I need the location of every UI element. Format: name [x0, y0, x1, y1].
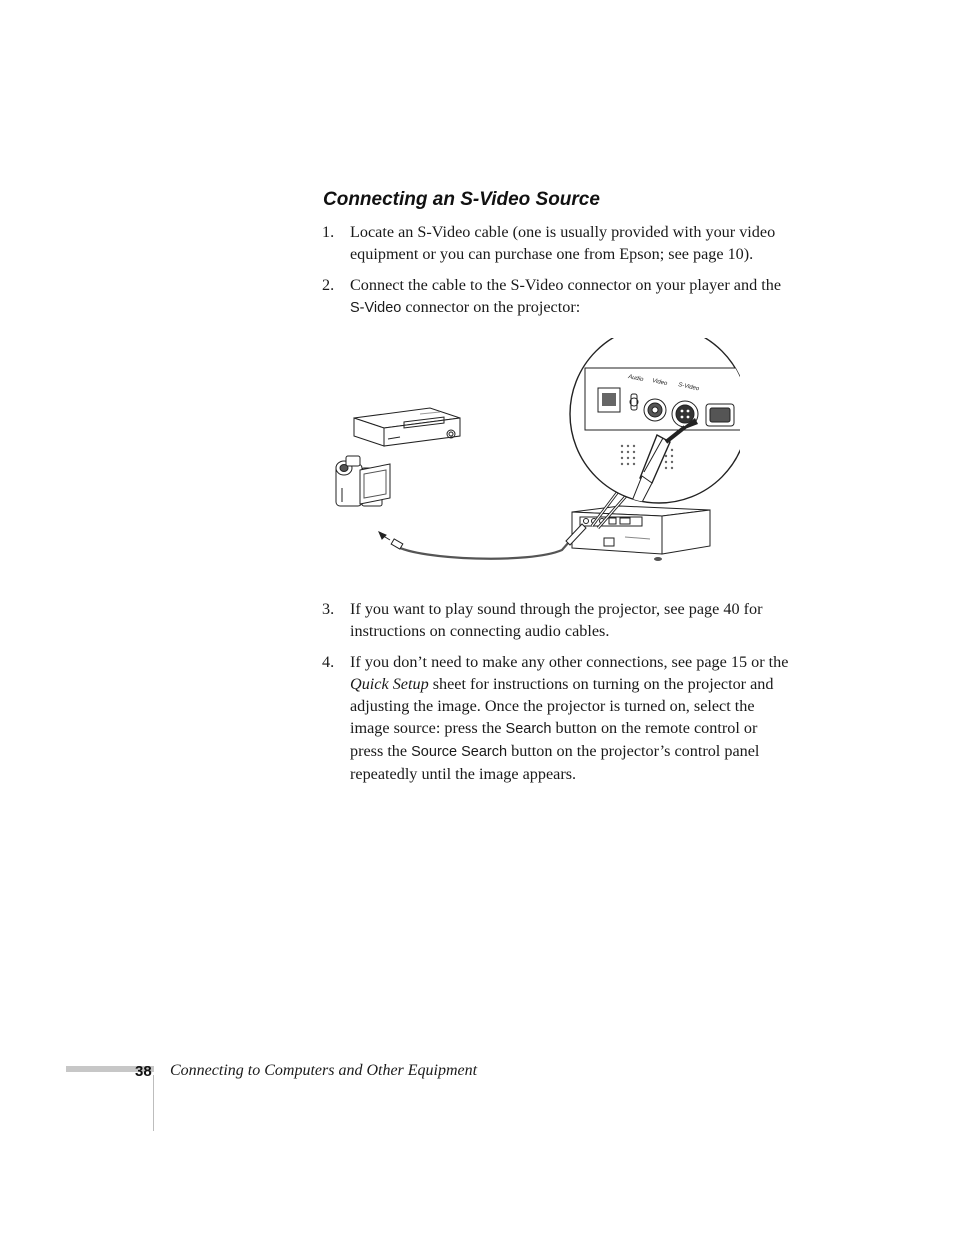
step-text: Locate an S-Video cable (one is usually provided with your video equipment or you can purchase one from Epson; see page 10).	[350, 223, 776, 263]
step-text-part: connector on the projector:	[401, 298, 581, 316]
step-text-part: button on the projector’s control panel repeatedly until the image appears.	[350, 742, 760, 783]
projector-icon	[572, 506, 710, 561]
step-text: If you want to play sound through the projector, see page 40 for instructions on connecting audio cables.	[350, 600, 763, 640]
step-4	[322, 651, 792, 785]
step-1	[322, 221, 792, 265]
step-number: 4.	[322, 653, 335, 671]
step-3	[322, 598, 792, 642]
connection-illustration	[330, 338, 740, 570]
port-label: Video	[651, 378, 668, 388]
page-number: 38	[135, 1063, 152, 1080]
step-2	[322, 274, 792, 319]
camcorder-icon	[336, 456, 390, 506]
search-button-label: Search	[505, 721, 552, 737]
svideo-cable	[396, 534, 576, 559]
step-text-part: Connect the cable to the S-Video connector on your player and the	[350, 276, 781, 294]
vcr-icon	[354, 408, 460, 446]
step-text-part: If you don’t need to make any other connections, see page 15 or the	[350, 653, 789, 671]
quick-setup-title: Quick Setup	[350, 675, 429, 693]
step-number: 1.	[322, 223, 335, 241]
port-label: Audio	[627, 374, 644, 384]
step-text	[350, 651, 792, 785]
step-number: 3.	[322, 600, 335, 618]
step-text-part: button on the remote control or press the	[350, 719, 758, 760]
step-number: 2.	[322, 276, 335, 294]
source-search-button-label: Source Search	[411, 744, 508, 760]
step-text-part: sheet for instructions on turning on the projector and adjusting the image. Once the projector is turned on, select the image source: press the	[350, 675, 774, 737]
running-head: Connecting to Computers and Other Equipment	[170, 1062, 478, 1079]
step-text	[350, 274, 792, 319]
section-heading: Connecting an S-Video Source	[323, 189, 600, 210]
connector-label: S-Video	[350, 300, 402, 316]
footer-rule	[153, 1075, 154, 1131]
port-label: S-Video	[677, 382, 700, 393]
